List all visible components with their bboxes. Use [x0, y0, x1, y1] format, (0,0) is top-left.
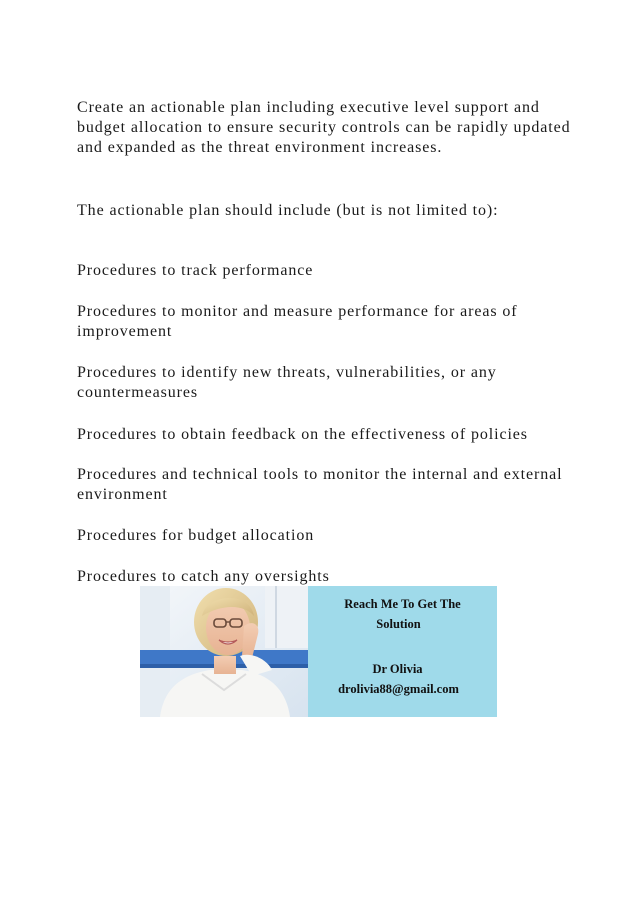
list-item: Procedures to catch any oversights — [77, 568, 330, 585]
list-item: Procedures for budget allocation — [77, 527, 315, 544]
intro-paragraph: Create an actionable plan including executive level support and budget allocation to ensure security controls can be rapidly updated and expanded as the threat environment increases. — [77, 99, 571, 156]
contact-banner — [140, 586, 497, 717]
list-item: Procedures to obtain feedback on the effectiveness of policies — [77, 426, 528, 443]
banner-headline: Reach Me To Get The — [344, 597, 461, 611]
list-item: Procedures to monitor and measure performance for areas of improvement — [77, 303, 518, 340]
lead-paragraph: The actionable plan should include (but is not limited to): — [77, 202, 499, 219]
contact-email[interactable]: drolivia88@gmail.com — [338, 682, 459, 696]
list-item: Procedures to identify new threats, vulnerabilities, or any countermeasures — [77, 364, 497, 401]
list-item: Procedures and technical tools to monitor the internal and external environment — [77, 466, 563, 503]
woman-portrait-photo — [140, 586, 308, 717]
list-item: Procedures to track performance — [77, 262, 314, 279]
banner-subheadline: Solution — [376, 617, 421, 631]
contact-name: Dr Olivia — [372, 662, 423, 676]
contact-panel — [308, 586, 497, 717]
